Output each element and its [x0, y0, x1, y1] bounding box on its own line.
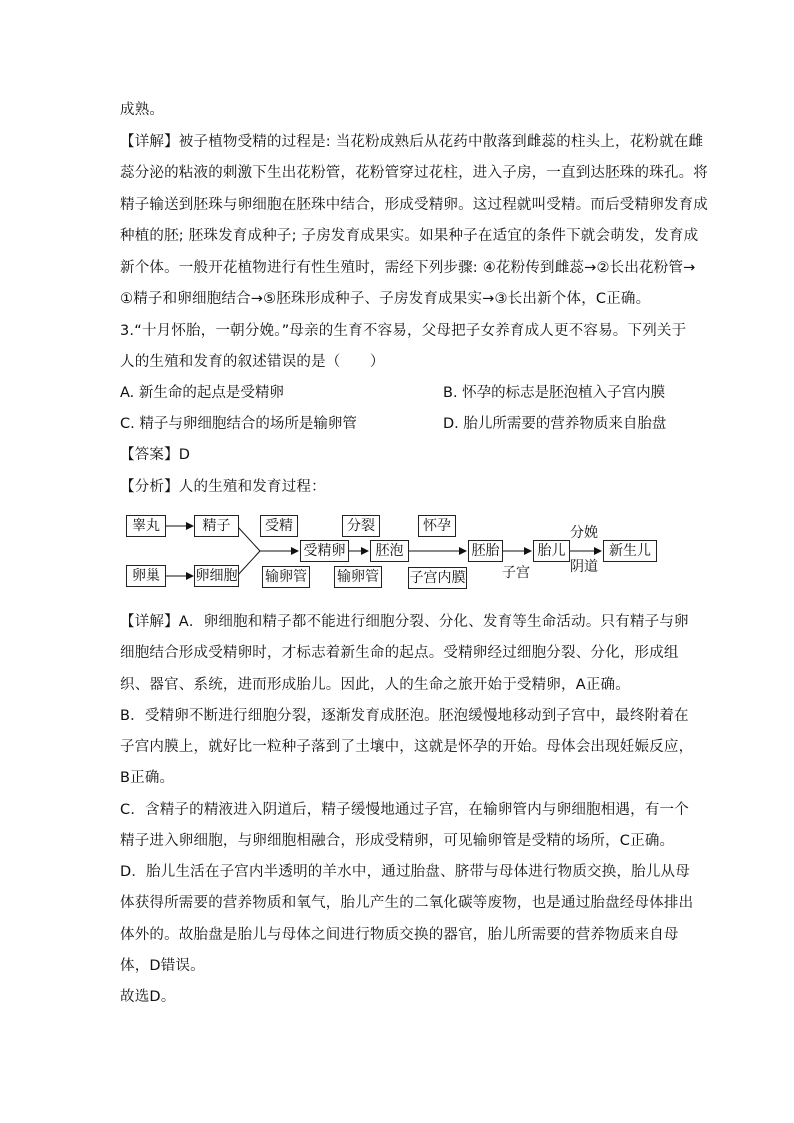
node-fetus: 胎儿 — [533, 540, 570, 562]
text-line: 【详解】A．卵细胞和精子都不能进行细胞分裂、分化、发育等生命活动。只有精子与卵 — [120, 614, 689, 630]
text-line: 成熟。 — [120, 102, 165, 118]
option-a: A. 新生命的起点是受精卵 — [120, 385, 284, 401]
text-line: ①精子和卵细胞结合→⑤胚珠形成种子、子房发育成果实→③长出新个体，C正确。 — [120, 291, 651, 307]
node-sperm: 精子 — [194, 515, 239, 537]
label-pregnancy: 怀孕 — [418, 515, 456, 537]
text-line: 【详解】被子植物受精的过程是: 当花粉成熟后从花药中散落到雌蕊的柱头上，花粉就在雌 — [120, 134, 704, 150]
node-egg: 卵细胞 — [194, 565, 239, 587]
analysis-line: 【分析】人的生殖和发育过程： — [120, 479, 326, 495]
text-line: 新个体。一般开花植物进行有性生殖时，需经下列步骤: ④花粉传到雌蕊→②长出花粉管→ — [120, 260, 696, 276]
label-delivery: 分娩 — [570, 525, 598, 541]
label-fertilization: 受精 — [260, 515, 298, 537]
text-line: 子宫内膜上，就好比一粒种子落到了土壤中，这就是怀孕的开始。母体会出现妊娠反应， — [120, 739, 694, 755]
option-c: C. 精子与卵细胞结合的场所是输卵管 — [120, 416, 357, 432]
label-oviduct-1: 输卵管 — [262, 566, 310, 588]
text-line: 故选D。 — [120, 989, 176, 1005]
text-line: 精子输送到胚珠与卵细胞在胚珠中结合，形成受精卵。这过程就叫受精。而后受精卵发育成 — [120, 197, 708, 213]
option-d: D. 胎儿所需要的营养物质来自胎盘 — [443, 416, 667, 432]
node-blastocyst: 胚泡 — [370, 540, 409, 562]
node-zygote: 受精卵 — [300, 540, 349, 562]
text-line: B．受精卵不断进行细胞分裂，逐渐发育成胚泡。胚泡缓慢地移动到子宫中，最终附着在 — [120, 708, 689, 724]
answer-line: 【答案】D — [120, 447, 191, 463]
text-line: 体外的。故胎盘是胎儿与母体之间进行物质交换的器官，胎儿所需要的营养物质来自母 — [120, 927, 679, 943]
label-uterus: 子宫 — [502, 565, 530, 581]
label-vagina: 阴道 — [570, 559, 598, 575]
label-oviduct-2: 输卵管 — [334, 566, 382, 588]
text-line: C．含精子的精液进入阴道后，精子缓慢地通过子宫，在输卵管内与卵细胞相遇，有一个 — [120, 802, 689, 818]
node-testis: 睾丸 — [126, 515, 166, 537]
text-line: 体，D错误。 — [120, 958, 205, 974]
text-line: B正确。 — [120, 770, 175, 786]
text-line: 体获得所需要的营养物质和氧气，胎儿产生的二氧化碳等废物，也是通过胎盘经母体排出 — [120, 895, 694, 911]
reproduction-flow-diagram — [120, 508, 680, 593]
question-stem: 人的生殖和发育的叙述错误的是（ ） — [120, 354, 385, 370]
option-b: B. 怀孕的标志是胚泡植入子宫内膜 — [443, 385, 666, 401]
label-division: 分裂 — [342, 515, 380, 537]
text-line: 种植的胚; 胚珠发育成种子; 子房发育成果实。如果种子在适宜的条件下就会萌发，发育成 — [120, 228, 699, 244]
node-ovary: 卵巢 — [126, 565, 166, 587]
text-line: 蕊分泌的粘液的刺激下生出花粉管，花粉管穿过花柱，进入子房，一直到达胚珠的珠孔。将 — [120, 165, 708, 181]
label-endometrium: 子宫内膜 — [408, 567, 467, 589]
node-newborn: 新生儿 — [603, 540, 657, 562]
node-embryo: 胚胎 — [468, 540, 503, 562]
text-line: D．胎儿生活在子宫内半透明的羊水中，通过胎盘、脐带与母体进行物质交换，胎儿从母 — [120, 864, 690, 880]
question-stem: 3.“十月怀胎，一朝分娩。”母亲的生育不容易，父母把子女养育成人更不容易。下列关于 — [120, 323, 687, 339]
text-line: 精子进入卵细胞，与卵细胞相融合，形成受精卵，可见输卵管是受精的场所，C正确。 — [120, 833, 675, 849]
text-line: 细胞结合形成受精卵时，才标志着新生命的起点。受精卵经过细胞分裂、分化，形成组 — [120, 645, 679, 661]
text-line: 织、器官、系统，进而形成胎儿。因此，人的生命之旅开始于受精卵，A正确。 — [120, 677, 630, 693]
